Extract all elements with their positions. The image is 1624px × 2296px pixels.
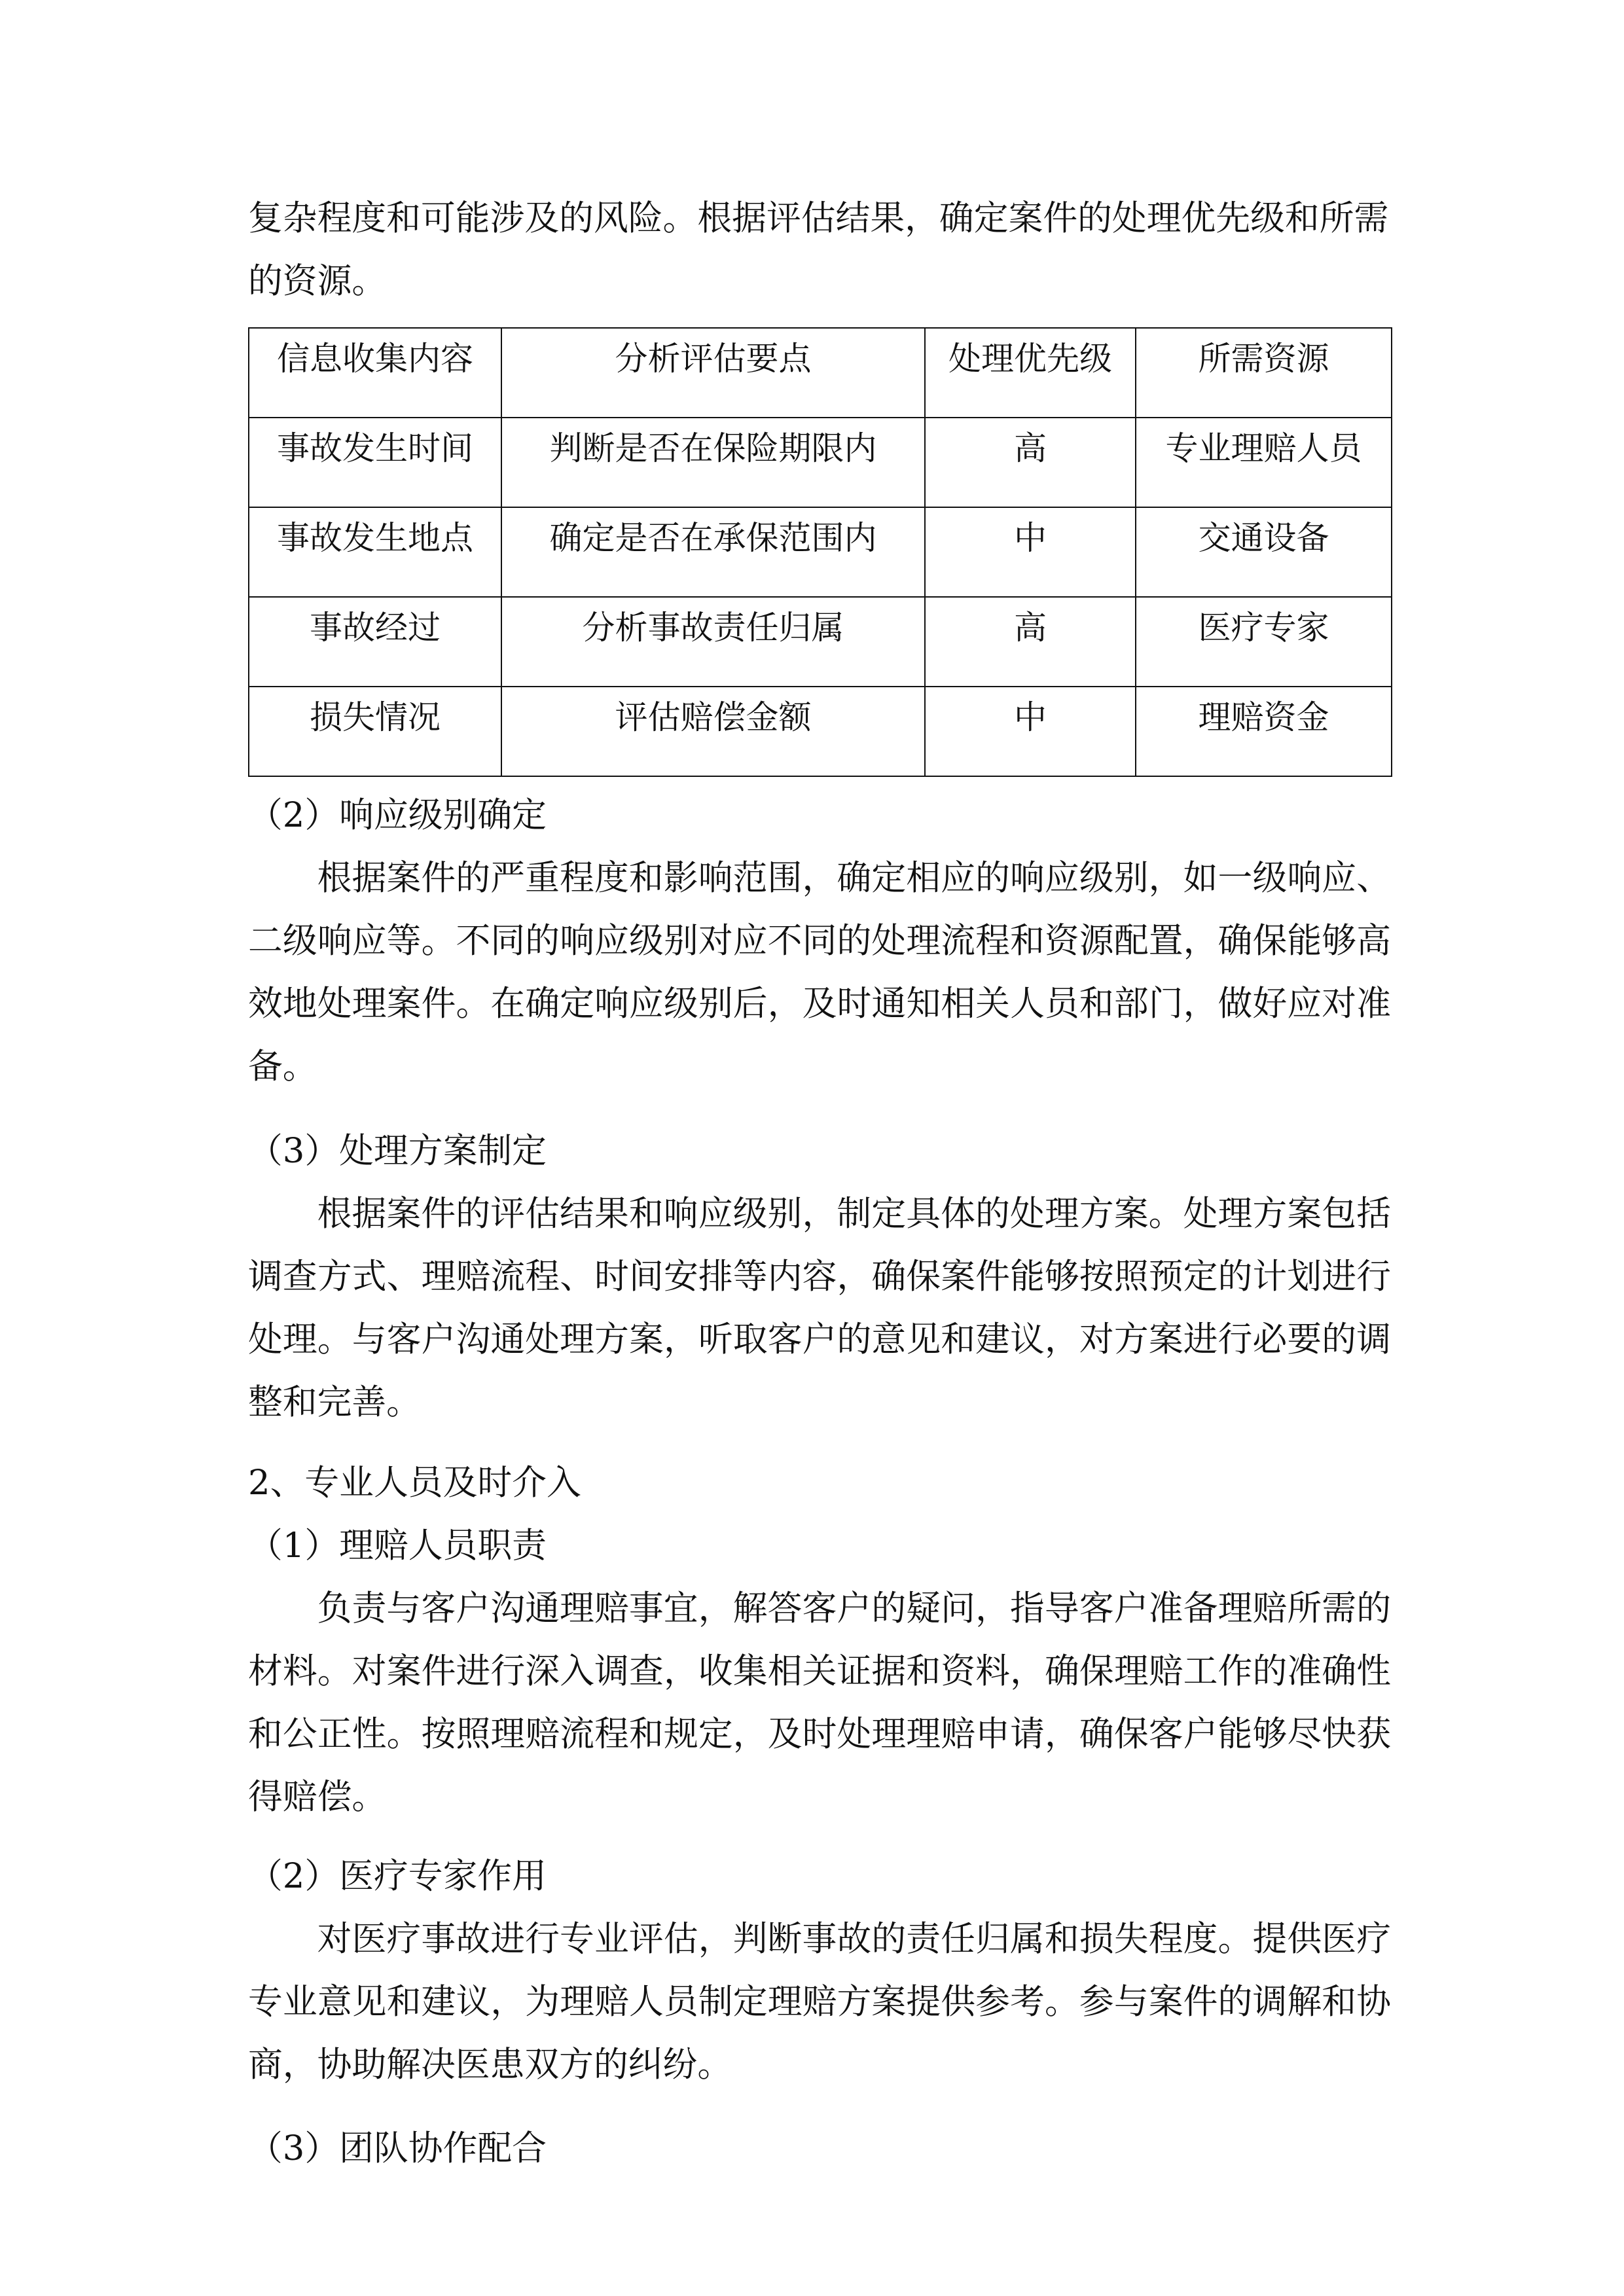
table-cell: 事故发生时间 <box>249 418 501 507</box>
paragraph: 根据案件的评估结果和响应级别，制定具体的处理方案。处理方案包括调查方式、理赔流程、时间安排等内容，确保案件能够按照预定的计划进行处理。与客户沟通处理方案，听取客户的意见和建议，对方案进行必要的调整和完善。 <box>248 1194 1391 1422</box>
table-cell: 损失情况 <box>249 687 501 776</box>
subheading: （2）响应级别确定 <box>248 795 547 835</box>
paragraph: 负责与客户沟通理赔事宜，解答客户的疑问，指导客户准备理赔所需的材料。对案件进行深入调查，收集相关证据和资料，确保理赔工作的准确性和公正性。按照理赔流程和规定，及时处理理赔申请，确保客户能够尽快获得赔偿。 <box>248 1588 1391 1817</box>
subheading: （2）医疗专家作用 <box>248 1856 547 1896</box>
table-cell: 专业理赔人员 <box>1136 418 1392 507</box>
subheading: （1）理赔人员职责 <box>248 1526 547 1566</box>
table-row <box>249 507 1392 597</box>
table-cell: 高 <box>925 597 1136 687</box>
subheading: （3）处理方案制定 <box>248 1131 547 1171</box>
table-cell: 分析事故责任归属 <box>501 597 925 687</box>
table-cell: 判断是否在保险期限内 <box>501 418 925 507</box>
table-cell: 交通设备 <box>1136 507 1392 597</box>
table-row <box>249 418 1392 507</box>
subheading: （3）团队协作配合 <box>248 2128 547 2168</box>
table-header: 信息收集内容 <box>249 328 501 418</box>
table-cell: 中 <box>925 687 1136 776</box>
table-cell: 医疗专家 <box>1136 597 1392 687</box>
table-cell: 确定是否在承保范围内 <box>501 507 925 597</box>
table-row <box>249 687 1392 776</box>
table-cell: 事故发生地点 <box>249 507 501 597</box>
table-header: 分析评估要点 <box>501 328 925 418</box>
table-cell: 事故经过 <box>249 597 501 687</box>
intro-paragraph: 复杂程度和可能涉及的风险。根据评估结果，确定案件的处理优先级和所需的资源。 <box>248 198 1389 301</box>
table-header: 所需资源 <box>1136 328 1392 418</box>
paragraph: 对医疗事故进行专业评估，判断事故的责任归属和损失程度。提供医疗专业意见和建议，为理赔人员制定理赔方案提供参考。参与案件的调解和协商，协助解决医患双方的纠纷。 <box>248 1919 1391 2085</box>
table-row <box>249 597 1392 687</box>
table-header: 处理优先级 <box>925 328 1136 418</box>
section-heading: 2、专业人员及时介入 <box>248 1463 581 1503</box>
document-body <box>248 187 1391 2180</box>
table-cell: 评估赔偿金额 <box>501 687 925 776</box>
table-cell: 理赔资金 <box>1136 687 1392 776</box>
info-table <box>248 327 1392 777</box>
table-cell: 中 <box>925 507 1136 597</box>
table-header-row <box>249 328 1392 418</box>
paragraph: 根据案件的严重程度和影响范围，确定相应的响应级别，如一级响应、二级响应等。不同的响应级别对应不同的处理流程和资源配置，确保能够高效地处理案件。在确定响应级别后，及时通知相关人员和部门，做好应对准备。 <box>248 858 1391 1086</box>
table-cell: 高 <box>925 418 1136 507</box>
